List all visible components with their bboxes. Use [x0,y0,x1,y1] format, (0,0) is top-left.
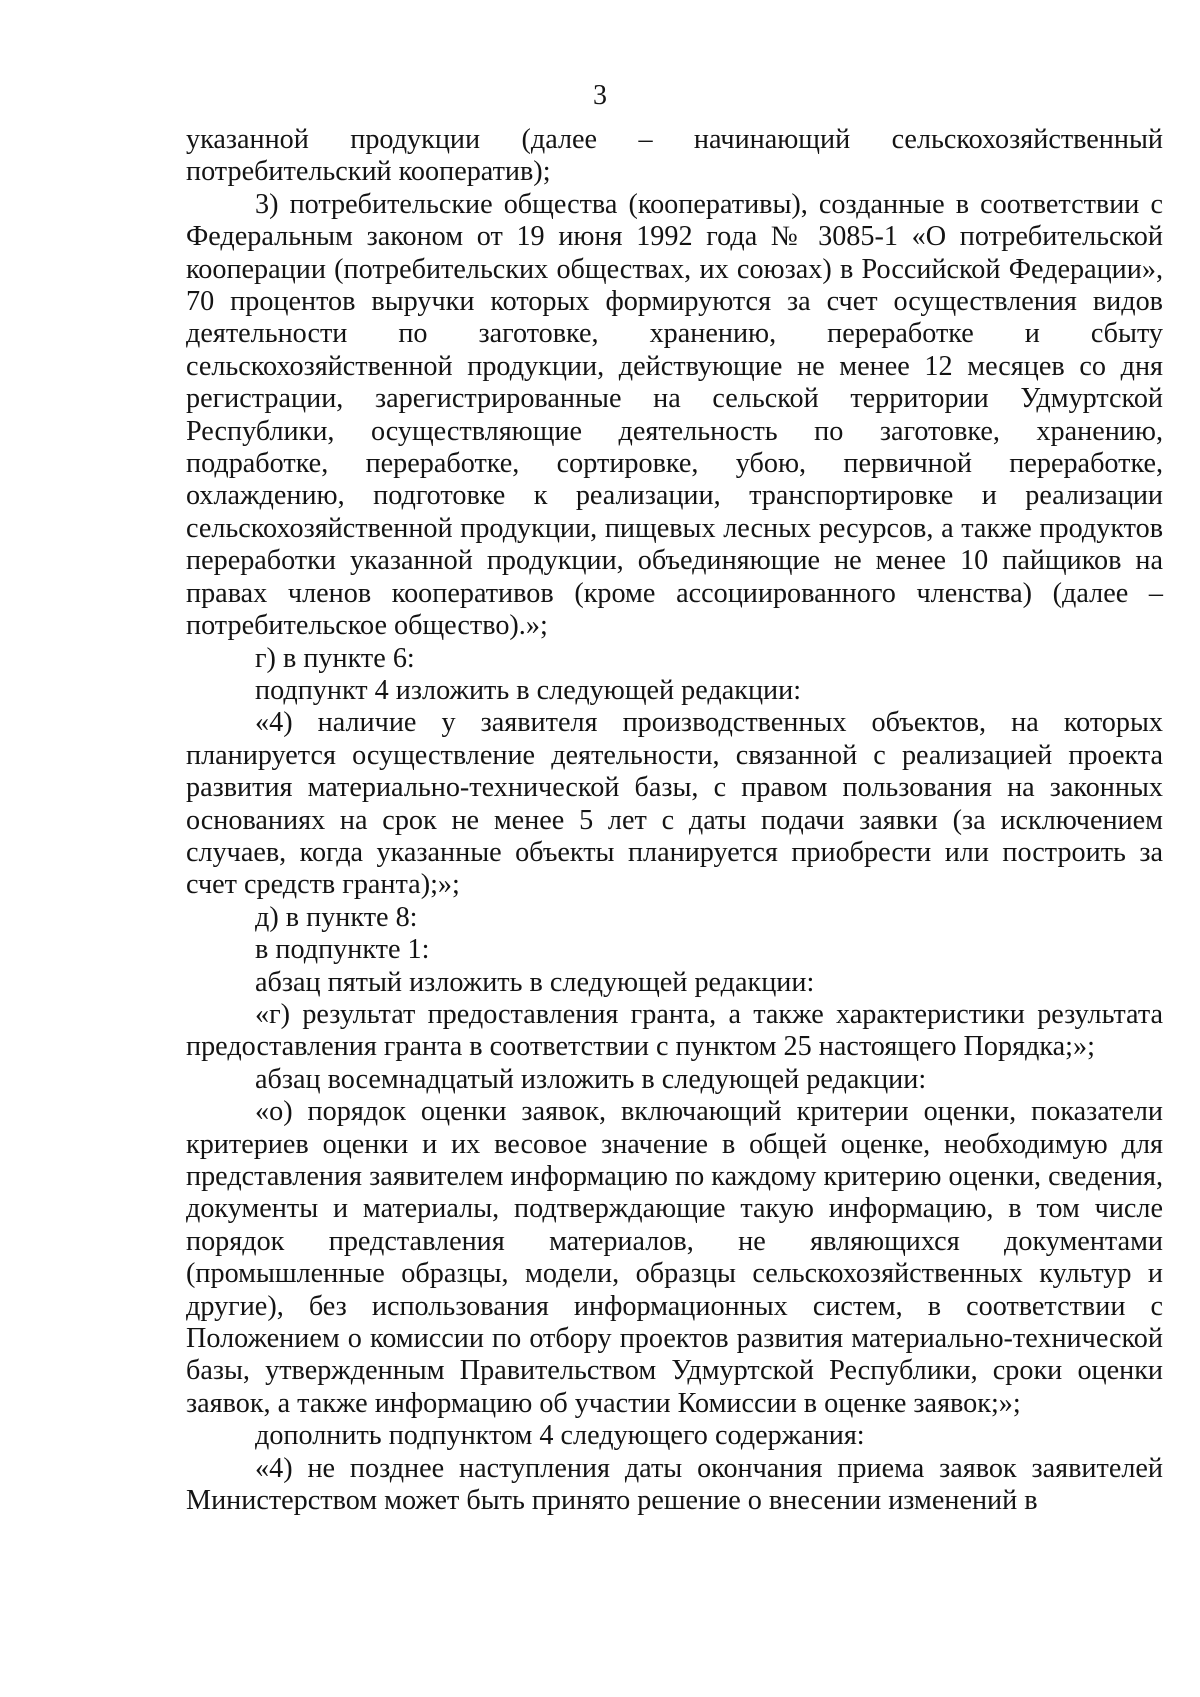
paragraph: указанной продукции (далее – начинающий сельскохозяйственный потребительский кооператив); [186,124,1163,188]
paragraph: г) в пункте 6: [255,642,415,674]
paragraph: д) в пункте 8: [255,901,418,933]
paragraph: дополнить подпунктом 4 следующего содержания: [255,1420,865,1452]
paragraph: «о) порядок оценки заявок, включающий критерии оценки, показатели критериев оценки и их весовое значение в общей оценке, необходимую для представления заявителем информацию по каждому критерию оценки, сведения, документы и материалы, подтверждающие такую информацию, в том числе порядок представления материалов, не являющихся документами (промышленные образцы, модели, образцы сельскохозяйственных культур и другие), без использования информационных систем, в соответствии с Положением о комиссии по отбору проектов развития материально-технической базы, утвержденным Правительством Удмуртской Республики, сроки оценки заявок, а также информацию об участии Комиссии в оценке заявок;»; [186,1096,1163,1419]
paragraph: «4) не позднее наступления даты окончания приема заявок заявителей Министерством может быть принято решение о внесении изменений в [186,1452,1163,1517]
document-body [186,124,1163,1517]
paragraph: в подпункте 1: [255,934,430,966]
paragraph: абзац пятый изложить в следующей редакции: [255,966,815,998]
paragraph: «4) наличие у заявителя производственных объектов, на которых планируется осуществление деятельности, связанной с реализацией проекта развития материально-технической базы, с правом пользования на законных основаниях на срок не менее 5 лет с даты подачи заявки (за исключением случаев, когда указанные объекты планируется приобрести или построить за счет средств гранта);»; [186,707,1163,901]
paragraph: «г) результат предоставления гранта, а также характеристики результата предоставления гранта в соответствии с пунктом 25 настоящего Порядка;»; [186,998,1163,1063]
paragraph: 3) потребительские общества (кооперативы), созданные в соответствии с Федеральным законом от 19 июня 1992 года № 3085-1 «О потребительской кооперации (потребительских обществах, их союзах) в Российской Федерации», 70 процентов выручки которых формируются за счет осуществления видов деятельности по заготовке, хранению, переработке и сбыту сельскохозяйственной продукции, действующие не менее 12 месяцев со дня регистрации, зарегистрированные на сельской территории Удмуртской Республики, осуществляющие деятельность по заготовке, хранению, подработке, переработке, сортировке, убою, первичной переработке, охлаждению, подготовке к реализации, транспортировке и реализации сельскохозяйственной продукции, пищевых лесных ресурсов, а также продуктов переработки указанной продукции, объединяющие не менее 10 пайщиков на правах членов кооперативов (кроме ассоциированного членства) (далее – потребительское общество).»; [186,188,1163,642]
paragraph: абзац восемнадцатый изложить в следующей редакции: [255,1063,927,1095]
page-number: 3 [593,80,607,111]
paragraph: подпункт 4 изложить в следующей редакции: [255,674,802,706]
